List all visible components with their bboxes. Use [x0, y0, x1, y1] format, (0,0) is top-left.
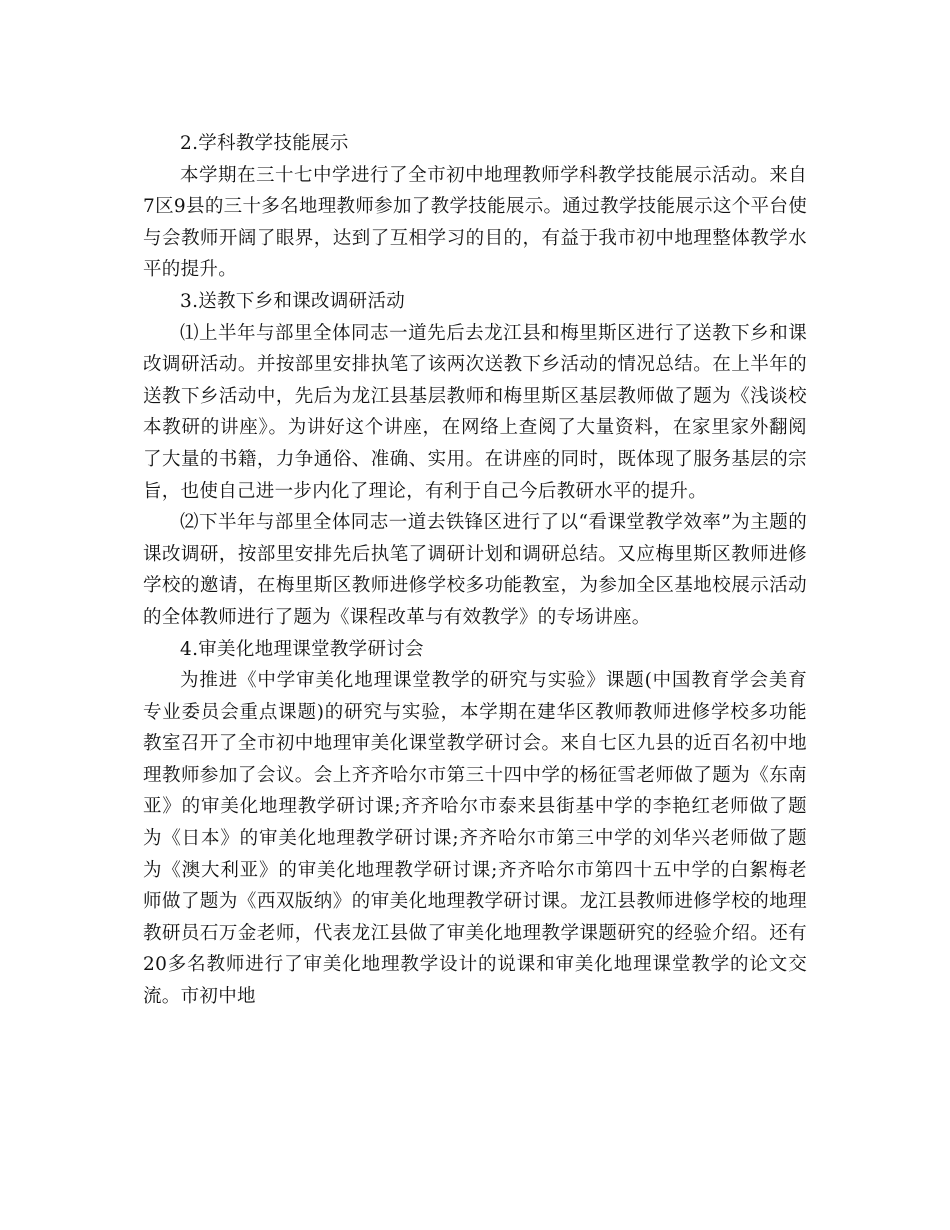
- section-heading-seminar: 4.审美化地理课堂教学研讨会: [180, 638, 424, 660]
- paragraph-seminar: 为推进《中学审美化地理课堂教学的研究与实验》课题(中国教育学会美育专业委员会重点课题)的研究与实验，本学期在建华区教师教师进修学校多功能教室召开了全市初中地理审美化课堂教学研讨会。来自七区九县的近百名初中地理教师参加了会议。会上齐齐哈尔市第三十四中学的杨征雪老师做了题为《东南亚》的审美化地理教学研讨课;齐齐哈尔市泰来县街基中学的李艳红老师做了题为《日本》的审美化地理教学研讨课;齐齐哈尔市第三中学的刘华兴老师做了题为《澳大利亚》的审美化地理教学研讨课;齐齐哈尔市第四十五中学的白絮梅老师做了题为《西双版纳》的审美化地理教学研讨课。龙江县教师进修学校的地理教研员石万金老师，代表龙江县做了审美化地理教学课题研究的经验介绍。还有20多名教师进行了审美化地理教学设计的说课和审美化地理课堂教学的论文交流。市初中地: [143, 670, 807, 1008]
- document-body: [143, 128, 807, 1013]
- section-heading-skills: 2.学科教学技能展示: [180, 133, 349, 154]
- paragraph-outreach-second-half: ⑵下半年与部里全体同志一道去铁锋区进行了以“看课堂教学效率”为主题的课改调研，按部里安排先后执笔了调研计划和调研总结。又应梅里斯区教师进修学校的邀请，在梅里斯区教师进修学校多功能教室，为参加全区基地校展示活动的全体教师进行了题为《课程改革与有效教学》的专场讲座。: [143, 512, 807, 628]
- paragraph-skills: 本学期在三十七中学进行了全市初中地理教师学科教学技能展示活动。来自7区9县的三十多名地理教师参加了教学技能展示。通过教学技能展示这个平台使与会教师开阔了眼界，达到了互相学习的目的，有益于我市初中地理整体教学水平的提升。: [143, 164, 807, 281]
- paragraph-outreach-first-half: ⑴上半年与部里全体同志一道先后去龙江县和梅里斯区进行了送教下乡和课改调研活动。并按部里安排执笔了该两次送教下乡活动的情况总结。在上半年的送教下乡活动中，先后为龙江县基层教师和梅里斯区基层教师做了题为《浅谈校本教研的讲座》。为讲好这个讲座，在网络上查阅了大量资料，在家里家外翻阅了大量的书籍，力争通俗、准确、实用。在讲座的同时，既体现了服务基层的宗旨，也使自己进一步内化了理论，有利于自己今后教研水平的提升。: [143, 322, 807, 502]
- section-heading-outreach: 3.送教下乡和课改调研活动: [180, 290, 406, 312]
